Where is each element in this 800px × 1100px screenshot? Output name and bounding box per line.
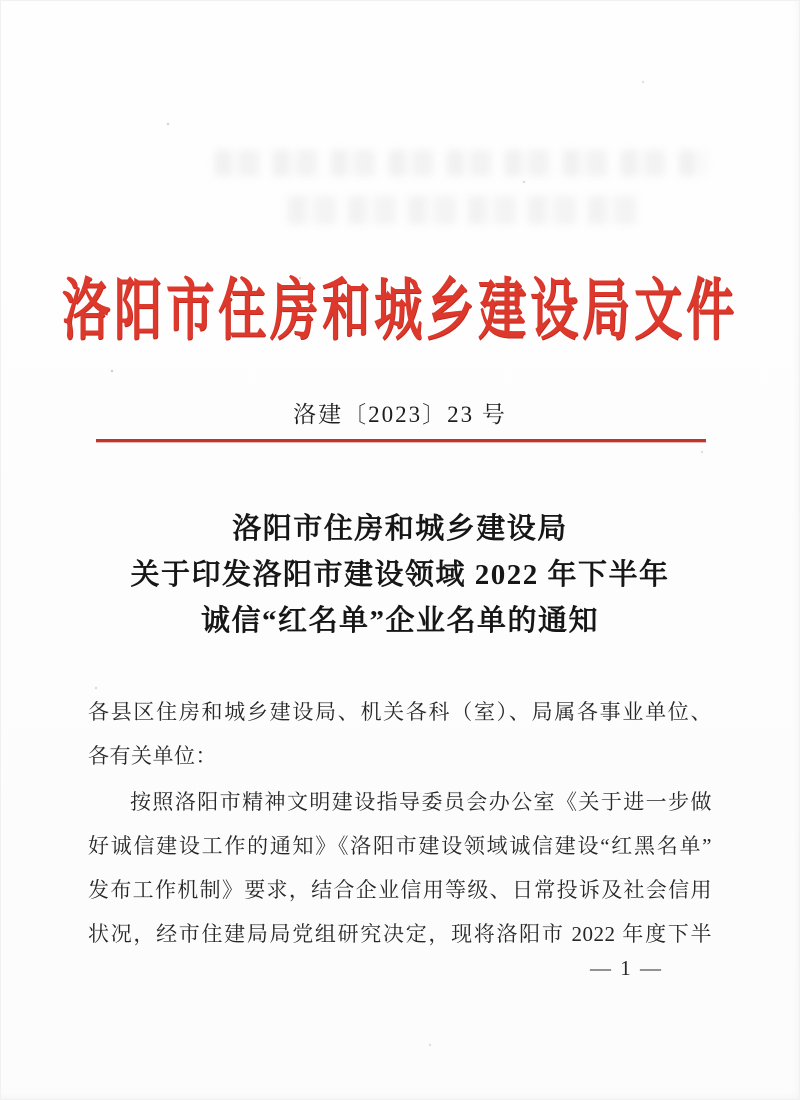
notice-title-line: 洛阳市住房和城乡建设局 — [232, 513, 568, 545]
document-number: 洛建〔2023〕23 号 — [293, 402, 507, 427]
body-text-line: 好诚信建设工作的通知》《洛阳市建设领域诚信建设“红黑名单” — [88, 834, 712, 858]
body-text-line: 各有关单位： — [88, 744, 217, 768]
ink-bleedthrough-mark — [215, 150, 705, 176]
body-paragraph — [88, 780, 712, 956]
body-text-line: 按照洛阳市精神文明建设指导委员会办公室《关于进一步做 — [130, 790, 712, 814]
agency-banner-title: 洛阳市住房和城乡建设局文件 — [61, 274, 738, 349]
ink-bleedthrough-mark — [288, 196, 638, 224]
body-text-line: 各县区住房和城乡建设局、机关各科（室）、局属各事业单位、 — [88, 700, 712, 724]
notice-title — [0, 506, 800, 644]
recipient-list — [88, 690, 712, 778]
notice-title-line: 关于印发洛阳市建设领域 2022 年下半年 — [130, 559, 670, 591]
page-number: — 1 — — [590, 956, 663, 980]
notice-title-line: 诚信“红名单”企业名单的通知 — [200, 605, 599, 637]
body-text-line: 状况，经市住建局局党组研究决定，现将洛阳市 2022 年度下半 — [88, 922, 712, 946]
red-divider-line — [96, 439, 706, 442]
body-text-line: 发布工作机制》要求，结合企业信用等级、日常投诉及社会信用 — [88, 878, 712, 902]
